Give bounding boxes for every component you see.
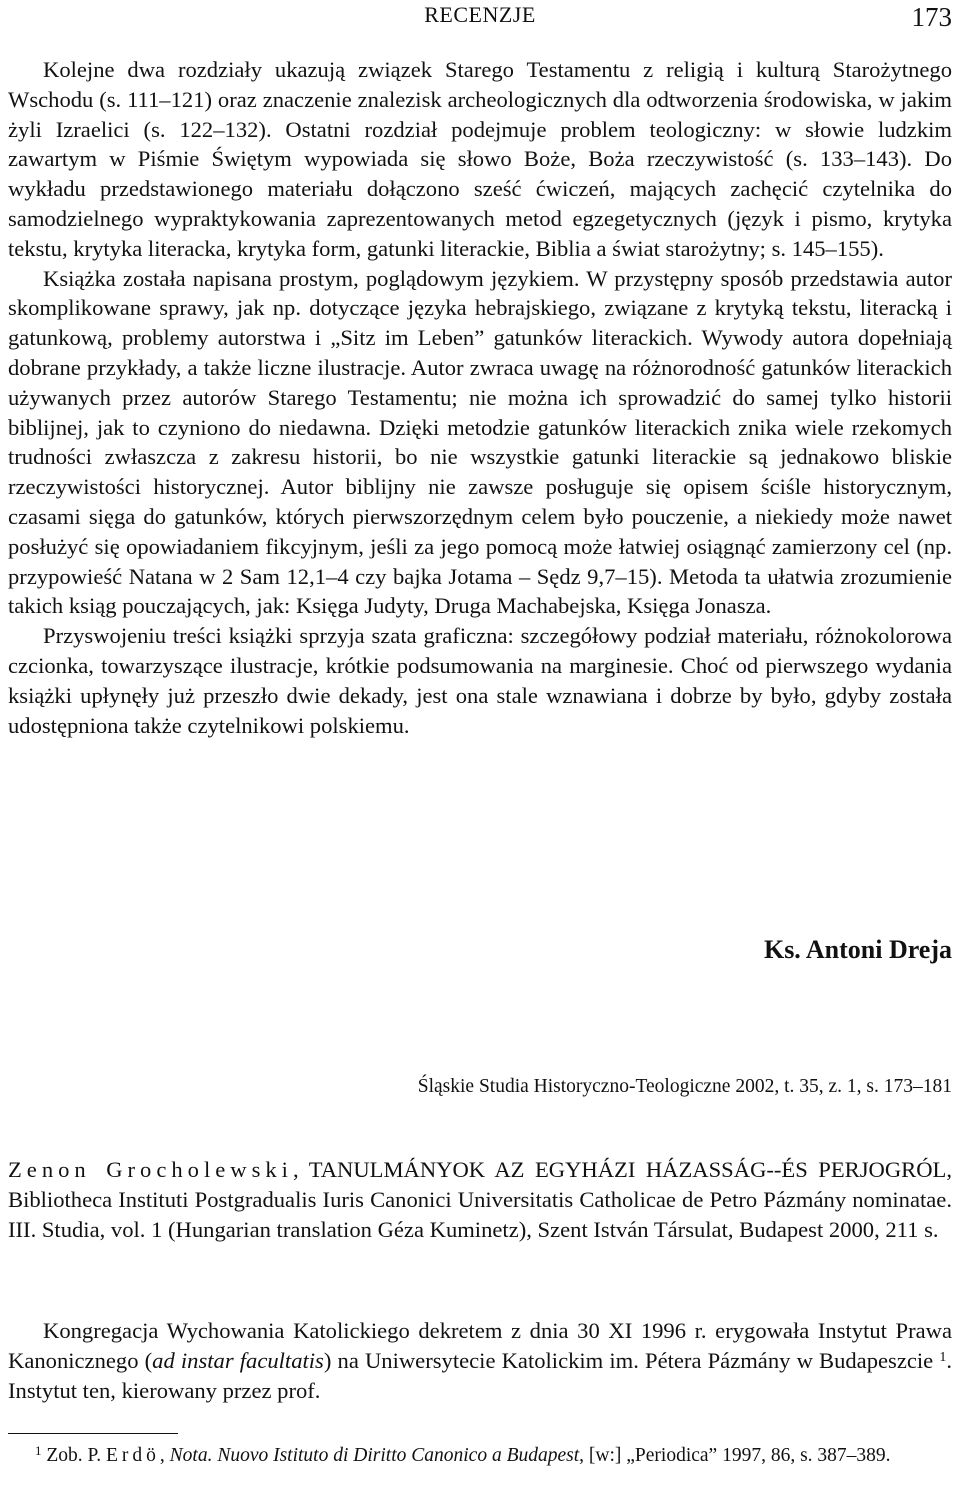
review-body [8,55,952,740]
footnote-title: Nota. Nuovo Istituto di Diritto Canonico a Budapest [169,1445,580,1466]
italic-phrase: ad instar facultatis [152,1347,324,1373]
reviewed-author: Zenon Grocholewski [8,1157,293,1182]
footnote-1 [8,1443,952,1469]
review-signature: Ks. Antoni Dreja [763,935,952,964]
footnote-number: 1 [35,1443,42,1458]
paragraph-2: Książka została napisana prostym, poglądowym językiem. W przystępny sposób przedstawia autor skomplikowane sprawy, jak np. dotyczące języka hebrajskiego, związane z krytyką tekstu, literacką i gatunkową, problemy autorstwa i „Sitz im Leben” gatunków literackich. Wywody autora dopełniają dobrane przykłady, a także liczne ilustracje. Autor zwraca uwagę na różnorodność gatunków literackich używanych przez autorów Starego Testamentu; nie można ich sprowadzić do samej tylko historii biblijnej, jak to czyniono do niedawna. Dzięki metodzie gatunków literackich znika wiele rzekomych trudności zwłaszcza z zakresu historii, bo nie wszystkie gatunki literackie są jednakowo bliskie rzeczywistości historycznej. Autor biblijny nie zawsze posługuje się opisem ściśle historycznym, czasami sięga do gatunków, których pierwszorzędnym celem było pouczenie, a niekiedy może nawet posłużyć się opowiadaniem fikcyjnym, jeśli za jego pomocą może łatwiej osiągnąć zamierzony cel (np. przypowieść Natana w 2 Sam 12,1–4 czy bajka Jotama – Sędz 9,7–15). Metoda ta ułatwia zrozumienie takich ksiąg pouczających, jak: Księga Judyty, Druga Machabejska, Księga Jonasza. [8,265,952,619]
page-number: 173 [911,2,952,32]
paragraph-3: Przyswojeniu treści książki sprzyja szata graficzna: szczegółowy podział materiału, różnokolorowa czcionka, towarzyszące ilustracje, krótkie podsumowania na marginesie. Choć od pierwszego wydania książki upłynęły już przeszło dwie dekady, jest ona stale wznawiana i dobrze by było, gdyby została udostępniona także czytelnikowi polskiemu. [8,623,952,738]
reviewed-title: , TANULMÁNYOK AZ EGYHÁZI HÁZASSÁG--ÉS PERJOGRÓL, Bibliotheca Instituti Postgradualis Iuris Canonici Universitatis Catholicae de Petro Pázmány nominatae. III. Studia, vol. 1 (Hungarian translation Géza Kuminetz), Szent István Társulat, Budapest 2000, 211 s. [8,1157,952,1242]
text-segment: , [w:] „Periodica” 1997, 86, s. 387–389. [579,1445,891,1466]
text-segment: . Instytut ten, kierowany przez prof. [8,1347,952,1403]
review-entry-heading [8,1155,952,1244]
paragraph-review-2 [8,1316,952,1405]
text-segment: Zob. P. [46,1445,106,1466]
section-title: RECENZJE [424,2,536,27]
text-segment: ) na Uniwersytecie Katolickim im. Pétera Pázmány w Budapeszcie [323,1347,934,1373]
paragraph-1: Kolejne dwa rozdziały ukazują związek Starego Testamentu z religią i kulturą Starożytnego Wschodu (s. 111–121) oraz znaczenie znalezisk archeologicznych dla odtworzenia środowiska, w jakim żyli Izraelici (s. 122–132). Ostatni rozdział podejmuje problem teologiczny: w słowie ludzkim zawartym w Piśmie Świętym wypowiada się słowo Boże, Boża rzeczywistość (s. 133–143). Do wykładu przedstawionego materiału dołączono sześć ćwiczeń, mających zachęcić czytelnika do samodzielnego wypraktykowania zaprezentowanych metod egzegetycznych (język i pismo, krytyka tekstu, krytyka literacka, krytyka form, gatunki literackie, Biblia a świat starożytny; s. 145–155). [8,57,952,261]
text-segment: , [159,1445,170,1466]
footnote-author: Erdö [105,1445,160,1466]
footnote-ref[interactable]: 1 [939,1349,947,1365]
running-header [0,0,960,40]
footnote-divider [8,1433,178,1434]
text-segment: Kongregacja Wychowania Katolickiego dekretem z dnia 30 XI 1996 r. erygowała Instytut Prawa Kanonicznego ( [8,1318,952,1373]
review-2-body [8,1316,952,1405]
journal-citation: Śląskie Studia Historyczno-Teologiczne 2002, t. 35, z. 1, s. 173–181 [417,1076,952,1097]
